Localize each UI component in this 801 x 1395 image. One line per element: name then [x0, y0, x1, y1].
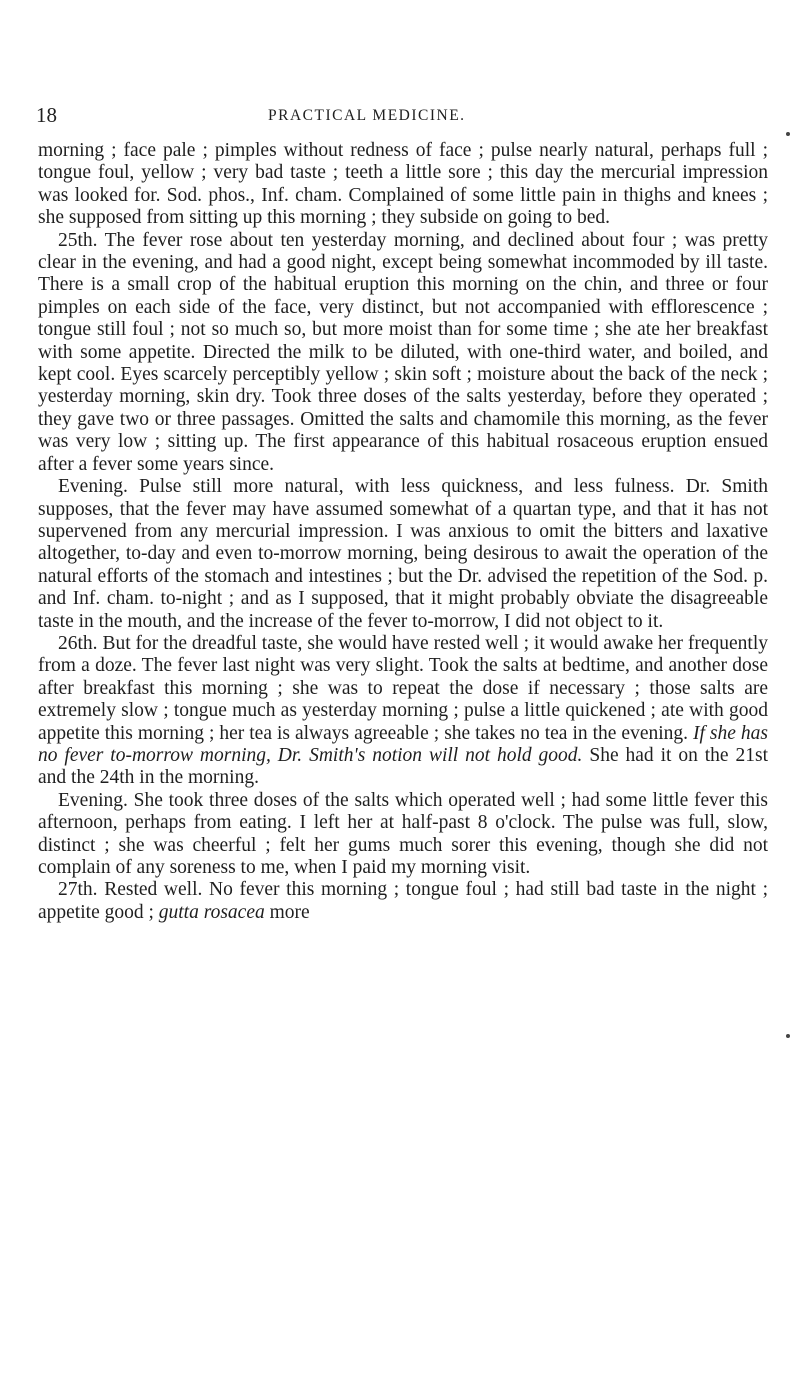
margin-speck — [786, 132, 790, 136]
page-number: 18 — [36, 103, 57, 127]
body-text — [38, 140, 768, 924]
paragraph — [38, 879, 768, 924]
paragraph-text: 26th. But for the dreadful taste, she would have rested well ; it would awake her frequently from a doze. The fever last night was very slight. Took the salts at bedtime, and another dose after breakfast this morning ; she was to repeat the dose if necessary ; those salts are extremely slow ; tongue much as yesterday morning ; pulse a little quickened ; ate with good appetite this morning ; her tea is always agreeable ; she takes no tea in the evening. — [38, 632, 768, 744]
italic-remark: If she has no fever to-morrow morning, Dr. Smith's notion will not hold good. — [38, 722, 769, 766]
italic-term: gutta rosacea — [158, 901, 265, 923]
paragraph: morning ; face pale ; pimples without redness of face ; pulse nearly natural, perhaps full ; tongue foul, yellow ; very bad taste ; teeth a little sore ; this day the mercurial impression was looked for. Sod. phos., Inf. cham. Complained of some little pain in thighs and knees ; she supposed from sitting up this morning ; they subside on going to bed. — [38, 140, 768, 229]
running-head — [36, 103, 776, 133]
paragraph: Evening. Pulse still more natural, with less quickness, and less fulness. Dr. Smith supposes, that the fever may have assumed somewhat of a quartan type, and that it has not supervened from any mercurial impression. I was anxious to omit the bitters and laxative altogether, to-day and even to-morrow morning, being desirous to await the operation of the natural efforts of the stomach and intestines ; but the Dr. advised the repetition of the Sod. p. and Inf. cham. to-night ; and as I supposed, that it might probably obviate the disagreeable taste in the mouth, and the increase of the fever to-morrow, I did not object to it. — [38, 476, 768, 632]
paragraph — [38, 633, 768, 790]
paragraph-text: more — [269, 901, 310, 923]
paragraph: Evening. She took three doses of the salts which operated well ; had some little fever this afternoon, perhaps from eating. I left her at half-past 8 o'clock. The pulse was full, slow, distinct ; she was cheerful ; felt her gums much sorer this evening, though she did not complain of any soreness to me, when I paid my morning visit. — [38, 789, 768, 878]
paragraph-text: 27th. Rested well. No fever this morning ; tongue foul ; had still bad taste in the night ; appetite good ; — [38, 879, 768, 923]
paragraph: 25th. The fever rose about ten yesterday morning, and declined about four ; was pretty clear in the evening, and had a good night, except being somewhat incommoded by ill taste. There is a small crop of the habitual eruption this morning on the chin, and three or four pimples on each side of the face, very distinct, but not accompanied with efflorescence ; tongue still foul ; not so much so, but more moist than for some time ; she ate her breakfast with some appetite. Directed the milk to be diluted, with one-third water, and boiled, and kept cool. Eyes scarcely perceptibly yellow ; skin soft ; moisture about the back of the neck ; yesterday morning, skin dry. Took three doses of the salts yesterday, before they operated ; they gave two or three passages. Omitted the salts and chamomile this morning, as the fever was very low ; sitting up. The first appearance of this habitual rosaceous eruption ensued after a fever some years since. — [38, 229, 768, 475]
margin-speck — [786, 1034, 790, 1038]
running-title: PRACTICAL MEDICINE. — [268, 107, 466, 124]
paragraph-text: She had it on the 21st and the 24th in the morning. — [38, 744, 768, 789]
